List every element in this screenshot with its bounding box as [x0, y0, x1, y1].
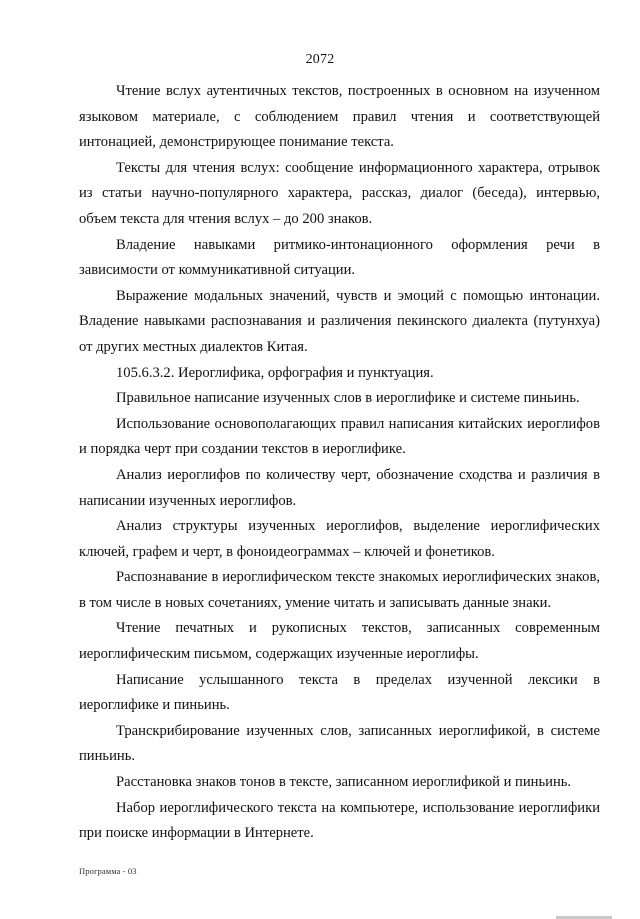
paragraph-tone-marks: Расстановка знаков тонов в тексте, записанном иероглификой и пиньинь.: [116, 774, 572, 791]
document-body: [79, 79, 600, 847]
paragraph-rhythm-intonation: Владение навыками ритмико-интонационного оформления речи в зависимости от коммуникативной ситуации.: [79, 236, 600, 279]
footer-label: Программа - 03: [79, 866, 137, 876]
paragraph-reading-printed: Чтение печатных и рукописных текстов, записанных современным иероглифическим письмом, содержащих изученные иероглифы.: [79, 620, 600, 663]
section-heading-hieroglyphics: 105.6.3.2. Иероглифика, орфография и пунктуация.: [116, 364, 434, 381]
paragraph-dictation: Написание услышанного текста в пределах изученной лексики в иероглифике и пиньинь.: [79, 671, 600, 714]
paragraph-structure-analysis: Анализ структуры изученных иероглифов, выделение иероглифических ключей, графем и черт, в фоноидеограммах – ключей и фонетиков.: [79, 518, 600, 560]
paragraph-typing: Набор иероглифического текста на компьютере, использование иероглифики при поиске информации в Интернете.: [79, 799, 600, 842]
paragraph-writing-rules: Использование основополагающих правил написания китайских иероглифов и порядка черт при создании текстов в иероглифике.: [79, 415, 600, 458]
paragraph-texts-for-reading: Тексты для чтения вслух: сообщение информационного характера, отрывок из статьи научно-популярного характера, рассказ, диалог (беседа), интервью, объем текста для чтения вслух – до 200 знаков.: [79, 159, 600, 227]
paragraph-stroke-analysis: Анализ иероглифов по количеству черт, обозначение сходства и различия в написании изученных иероглифов.: [79, 466, 600, 509]
paragraph-modal-values: Выражение модальных значений, чувств и эмоций с помощью интонации. Владение навыками распознавания и различения пекинского диалекта (путунхуа) от других местных диалектов Китая.: [79, 287, 600, 355]
paragraph-transcription: Транскрибирование изученных слов, записанных иероглификой, в системе пиньинь.: [79, 722, 600, 765]
paragraph-reading-aloud: Чтение вслух аутентичных текстов, построенных в основном на изученном языковом материале, с соблюдением правил чтения и соответствующей интонацией, демонстрирующее понимание текста.: [79, 83, 600, 151]
page-number: 2072: [305, 52, 335, 67]
paragraph-recognition: Распознавание в иероглифическом тексте знакомых иероглифических знаков, в том числе в новых сочетаниях, умение читать и записывать данные знаки.: [79, 569, 600, 611]
paragraph-correct-writing: Правильное написание изученных слов в иероглифике и системе пиньинь.: [116, 390, 580, 407]
